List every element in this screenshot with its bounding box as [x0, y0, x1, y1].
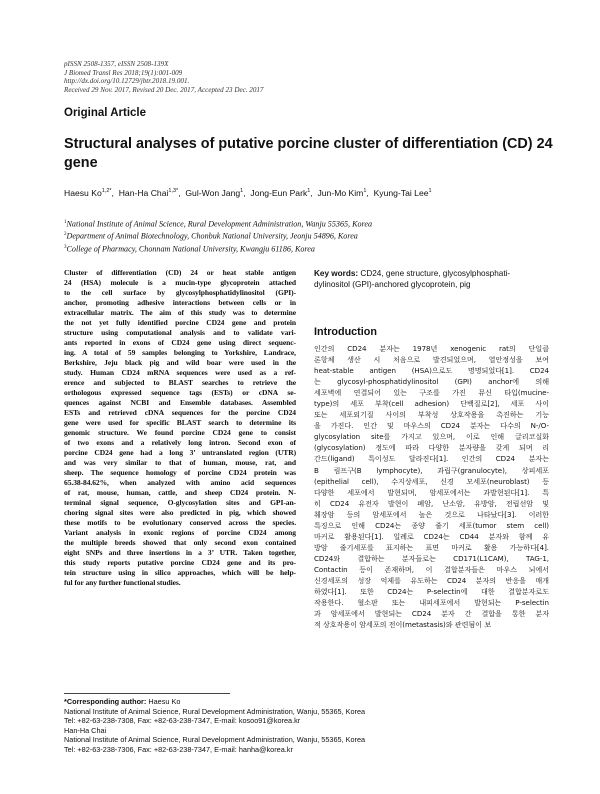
intro-line: B 림프구(B lymphocyte), 과립구(granulocyte), 상피세포 — [314, 465, 549, 475]
abstract-line: 65.38-84.62%, when analyzed with amino acid sequences — [64, 478, 296, 487]
affiliation: $^3$College of Pharmacy, Chonnam National University, Kwangju 61186, Korea — [64, 244, 315, 254]
dates-line: Received 29 Nov. 2017, Revised 20 Dec. 2017, Accepted 23 Dec. 2017 — [64, 85, 264, 94]
intro-line: 론항체 생산 시 처음으로 발견되었으며, 열안정성을 보여 — [314, 355, 549, 365]
correspondence-line: Tel: +82-63-238-7306, Fax: +82-63-238-7347, E-mail: hanha@korea.kr — [64, 744, 293, 754]
intro-line: 인간의 CD24 분자는 1978년 xenogenic rat의 단일클 — [314, 344, 549, 353]
abstract-line: orthologous expressed sequence tags (ESTs) or cDNA se- — [64, 388, 296, 397]
intro-line: (epithelial cell), 수지상세포, 신경 모세포(neuroblast) 등 — [314, 476, 549, 486]
author-name: Han-Ha Chai — [118, 188, 169, 198]
intro-line: 는 glycosyl-phosphatidylinositol (GPI) anchor에 의해 — [314, 377, 549, 387]
abstract-line: extracellular matrix. The aim of this study was to determine — [64, 308, 296, 317]
affiliation: $^2$Department of Animal Biotechnology, Chonbuk National University, Jeonju 54896, Korea — [64, 231, 358, 241]
journal-info — [64, 60, 424, 94]
abstract-line: ESTs and retrieved cDNA sequences for the porcine CD24 — [64, 408, 296, 417]
author-name: Jun-Mo Kim — [317, 188, 364, 198]
intro-line: 과 암세포에서 발현되는 CD24 분자 간 결합을 통한 분자 — [314, 609, 549, 619]
author — [374, 188, 432, 198]
intro-line: 히 CD24 유전자 발현이 폐암, 난소암, 유방암, 전립선암 및 — [314, 498, 549, 508]
intro-line: 간드(ligand) 특이성도 달라진다[1]. 인간의 CD24 분자는 — [314, 454, 549, 464]
author: Haesu $Ko^{1,2*}$, — [64, 188, 117, 198]
intro-line: 적 상호작용이 암세포의 전이(metastasis)와 관련됨이 보 — [314, 620, 491, 630]
author-list — [64, 188, 564, 198]
intro-line: 을 가진다. 인간 및 마우스의 CD24 분자는 다수의 N-/O- — [314, 421, 549, 431]
article-title: Structural analyses of putative porcine cluster of differentiation (CD) 24 gene — [64, 136, 553, 171]
author-affil-mark: 1,3* — [168, 188, 179, 195]
abstract-line: anchor, promoting adhesive interactions between cells or in — [64, 298, 296, 307]
abstract-line: Berkshire, Jeju black pig and wild boar were used in the — [64, 358, 296, 367]
abstract-line: Variant analysis in exonic regions of porcine CD24 among — [64, 528, 296, 537]
abstract-line: Cluster of differentiation (CD) 24 or heat stable antigen — [64, 268, 296, 277]
footnote-divider — [64, 693, 230, 694]
author-affil-mark: 1 — [240, 188, 244, 195]
intro-line: 세포벽에 연결되어 있는 구조를 가진 뮤신 타입(mucine- — [314, 388, 549, 398]
author-affil-mark: 1 — [363, 188, 367, 195]
keywords-label: Key words: — [314, 269, 359, 278]
intro-line: (glycosylation) 정도에 따라 다양한 분자량을 갖게 되며 리 — [314, 443, 549, 453]
author: Jun-Mo Kim$^1$, — [317, 188, 372, 198]
abstract-line: to the cell surface by glycosylphosphatidylinositol (GPI)- — [64, 288, 296, 297]
abstract-line: sheep. The sequence homology of porcine CD24 protein was — [64, 468, 296, 477]
doi-link[interactable]: http://dx.doi.org/10.12729/jbtr.2018.19.001. — [64, 77, 190, 86]
correspondence-line: National Institute of Animal Science, Rural Development Administration, Wanju, 55365, Korea — [64, 735, 366, 745]
intro-line: 또는 세포외기질 사이의 부착성 상호작용을 촉진하는 기능 — [314, 410, 549, 420]
intro-line: 다양한 세포에서 발현되며, 암세포에서는 과발현된다[1]. 특 — [314, 487, 549, 497]
abstract-line: this study reports putative porcine CD24 gene and its pro- — [64, 558, 296, 567]
author-affil-mark: 1 — [428, 188, 432, 195]
author-affil-mark: 1 — [307, 188, 311, 195]
author: Gul-Won Jang$^1$, — [185, 188, 248, 198]
abstract-line: quences against NCBI and Ensemble databases. Assembled — [64, 398, 296, 407]
intro-line: 방암 줄기세포를 표지하는 표면 마커로 활용 가능하다[4]. — [314, 542, 549, 552]
abstract-line: ants reported in exons of CD24 gene using direct sequenc- — [64, 338, 296, 347]
abstract-line: terminal signal sequence, O-glycosylation sites and GPI-an- — [64, 498, 296, 507]
intro-line: heat-stable antigen (HSA)으로도 명명되었다[1]. CD24 — [314, 366, 549, 376]
correspondence-line: Tel: +82-63-238-7308, Fax: +82-63-238-7347, E-mail: kosoo91@korea.kr — [64, 716, 301, 726]
abstract-line: erence and subjected to BLAST searches to retrieve the — [64, 378, 296, 387]
abstract-line: these motifs to be evolutionary conserved across the species. — [64, 518, 296, 527]
intro-line: Contactin 등이 존재하며, 이 결합분자들은 마우스 뇌에서 — [314, 564, 549, 574]
keywords — [314, 268, 549, 290]
intro-line: CD24와 결합하는 분자들로는 CD171(L1CAM), TAG-1, — [314, 553, 549, 563]
keywords-line: dylinositol (GPI)-anchored glycoprotein, pig — [314, 280, 471, 290]
abstract-line: porcine CD24 gene had a long 3’ untranslated region (UTR) — [64, 448, 296, 457]
correspondence-line: National Institute of Animal Science, Rural Development Administration, Wanju, 55365, Korea — [64, 706, 366, 716]
author-name: Jong-Eun Park — [250, 188, 308, 198]
author-name: Kyung-Tai Lee — [373, 188, 429, 198]
abstract-line: gene were used for specific BLAST search to determine its — [64, 418, 296, 427]
abstract-line: eight SNPs and three insertions in a 3’ UTR. Taken together, — [64, 548, 296, 557]
citation-line: J Biomed Transl Res 2018;19(1):001-009 — [64, 68, 183, 77]
intro-line: 작용한다. 혈소판 또는 내피세포에서 발현되는 P-selectin — [314, 598, 549, 608]
abstract-line: ful for any further functional studies. — [64, 578, 181, 587]
abstract-line: and was very similar to that of human, mouse, rat, and — [64, 458, 296, 467]
abstract-line: 24 (HSA) molecule is a mucin-type glycoprotein attached — [64, 278, 296, 287]
intro-line: glycosylation site를 가지고 있으며, 이로 인해 글리코실화 — [314, 432, 549, 442]
abstract — [64, 268, 296, 588]
intro-line: type)의 세포 부착(cell adhesion) 단백질로[2], 세포 사이 — [314, 399, 549, 409]
affiliation: $^1$National Institute of Animal Science, Rural Development Administration, Wanju 55365, Korea — [64, 219, 373, 229]
abstract-line: genomic structure. We found porcine CD24 gene to consist — [64, 428, 296, 437]
affiliations — [64, 218, 564, 255]
abstract-line: ing. A total of 59 samples belonging to Yorkshire, Landrace, — [64, 348, 296, 357]
introduction-text — [314, 343, 549, 630]
abstract-line: the multiple breeds showed that only second exon contained — [64, 538, 296, 547]
correspondence-name: Haesu Ko — [148, 697, 181, 706]
abstract-line: study. Human CD24 mRNA sequences were used as a ref- — [64, 368, 296, 377]
article-type: Original Article — [64, 107, 147, 119]
section-heading-introduction: Introduction — [314, 326, 377, 338]
abstract-line: tein structure using in silico approaches, which will be help- — [64, 568, 296, 577]
intro-line: 신경세포의 성장 억제를 유도하는 CD24 분자의 반응을 매개 — [314, 575, 549, 585]
correspondence-label: *Corresponding author: — [64, 697, 147, 706]
intro-line: 췌장암 등의 암세포에서 높은 것으로 나타났다[3]. 이러한 — [314, 509, 549, 519]
correspondence-line: Han-Ha Chai — [64, 725, 107, 735]
intro-line: 특징으로 인해 CD24는 종양 줄기 세포(tumor stem cell) — [314, 520, 549, 530]
abstract-line: choring signal sites were also predicted in pig, which showed — [64, 508, 296, 517]
author-name: Gul-Won Jang — [185, 188, 241, 198]
intro-line: 하였다[1]. 또한 CD24는 P-selectin에 대한 결합분자로도 — [314, 587, 549, 597]
author: Jong-Eun Park$^1$, — [250, 188, 316, 198]
keywords-line: CD24, gene structure, glycosylphosphati- — [360, 269, 511, 278]
intro-line: 마커로 활용된다[1]. 일례로 CD24는 CD44 분자와 함께 유 — [314, 531, 549, 541]
correspondence — [64, 697, 544, 755]
abstract-line: of two exons and a relatively long intron. Second exon of — [64, 438, 296, 447]
abstract-line: structure using computational analysis and to validate vari- — [64, 328, 296, 337]
abstract-line: the not yet fully identified porcine CD24 gene and protein — [64, 318, 296, 327]
issn-line: pISSN 2508-1357, eISSN 2508-139X — [64, 60, 169, 68]
author-name: Haesu Ko — [64, 188, 102, 198]
author: Han-Ha Chai$^{1,3*}$, — [118, 188, 183, 198]
author-affil-mark: 1,2* — [101, 188, 112, 195]
abstract-line: of rat, mouse, human, cattle, and sheep CD24 protein. N- — [64, 488, 296, 497]
